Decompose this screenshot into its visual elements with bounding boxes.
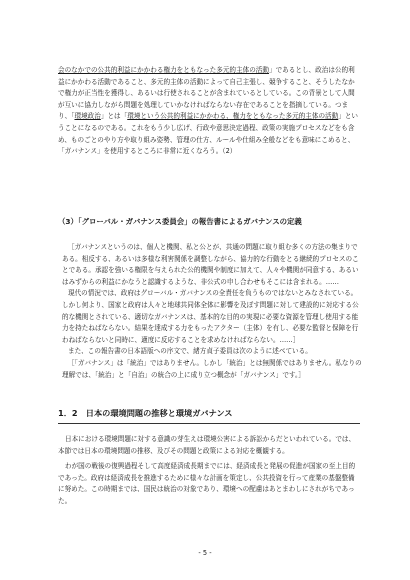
heading-underline-rule — [58, 423, 360, 424]
underlined-phrase: 会のなかでの公共的利益にかかわる権力をともなった多元的主体の活動 — [58, 66, 269, 74]
body-paragraph: 日本における環境問題に対する意識の芽生えは環境公害による訴訟からだといわれている。では、本節では日本の環境問題の推移、及びその問題と政策による対応を概観する。 — [58, 435, 356, 455]
text-segment: 」とは「 — [100, 112, 128, 121]
quote-paragraph: 現代の情況では、政府はグローバル・ガバナンスの全責任を負うものではないとみなされている。しかし何より、国家と政府は人々と地球共同体全体に影響を及ぼす問題に対して建設的に対応する公的な機関とされている、適切なガバナンスは、基本的な目的の実現に必要な資源を管理し使用する能力を持たねばならない。結果を達成する力をもったアクター（主体）を有し、必要な監督と保障を行わねばならないと同時に、適度に反応することを求めなければならない。……］ — [62, 289, 359, 344]
underlined-phrase: 環境という公共的利益にかかわる、権力をともなった多元的主体の活動 — [127, 112, 339, 121]
page-number: - 5 - — [198, 549, 212, 557]
section-body — [58, 434, 360, 508]
intro-paragraph — [58, 65, 360, 158]
underlined-phrase: 環境政治 — [74, 112, 101, 121]
section-3-heading: （3）「グローバル・ガバナンス委員会」の報告書によるガバナンスの定義 — [58, 217, 302, 226]
text-segment: 」であるとし、政治は公的利益にかかわる活動であること、多元的主体の活動によって自己主張し、競争すること、そうしたなかで権力が正当性を獲得し、あるいは行使されることが含まれているとしている。この背景として人間が互いに協力しながら問題を処理していかなければならない存在であることを指摘している。つまり、「 — [58, 66, 355, 121]
quote-paragraph: また、この報告書の日本語版への序文で、緒方貞子委員は次のように述べている。 — [68, 347, 312, 356]
body-paragraph: わが国の戦後の復興過程そして高度経済成長期までには、経済成長と発展の促進が国家の至上目的であった。政府は経済成長を推進するために様々な計画を策定し、公共投資を行って産業の基盤整備に努めた。この時期までは、国民は統治の対象であり、環境への配慮はあとまわしにされがちであった。 — [58, 462, 356, 505]
intro-paragraph-text — [58, 65, 360, 158]
section-1-2-heading: 1．2 日本の環境問題の推移と環境ガバナンス — [58, 408, 233, 418]
quote-paragraph: ［「ガバナンス」は「統治」ではありません。しかし「統治」とは無関係ではありません。私なりの理解では、「統治」と「自治」の統合の上に成り立つ概念が「ガバナンス」です。］ — [62, 358, 362, 379]
quote-paragraph: ［ガバナンスというのは、個人と機関、私と公とが、共通の問題に取り組む多くの方法の集まりである。相反する、あるいは多様な利害関係を調整しながら、協力的な行動をとる継続的プロセスのことである。承認を強いる権限を与えられた公的機関や制度に加えて、人々や機関が同意する、あるいはみずからの利益にかなうと認識するような、非公式の申し合わせもそこには含まれる。…… — [62, 243, 359, 286]
text-segment: 」ということになるのである。これをもう少し広げ、行政や意思決定過程、政策の実施プロセスなどをも含め、ものごとのやり方や取り組み姿勢、管理の仕方、ルールや仕組み全般などをも意味にこめると、「ガバナンス」を使用するところに非常に近くなろう。（2） — [58, 112, 359, 156]
report-quote — [62, 242, 362, 381]
